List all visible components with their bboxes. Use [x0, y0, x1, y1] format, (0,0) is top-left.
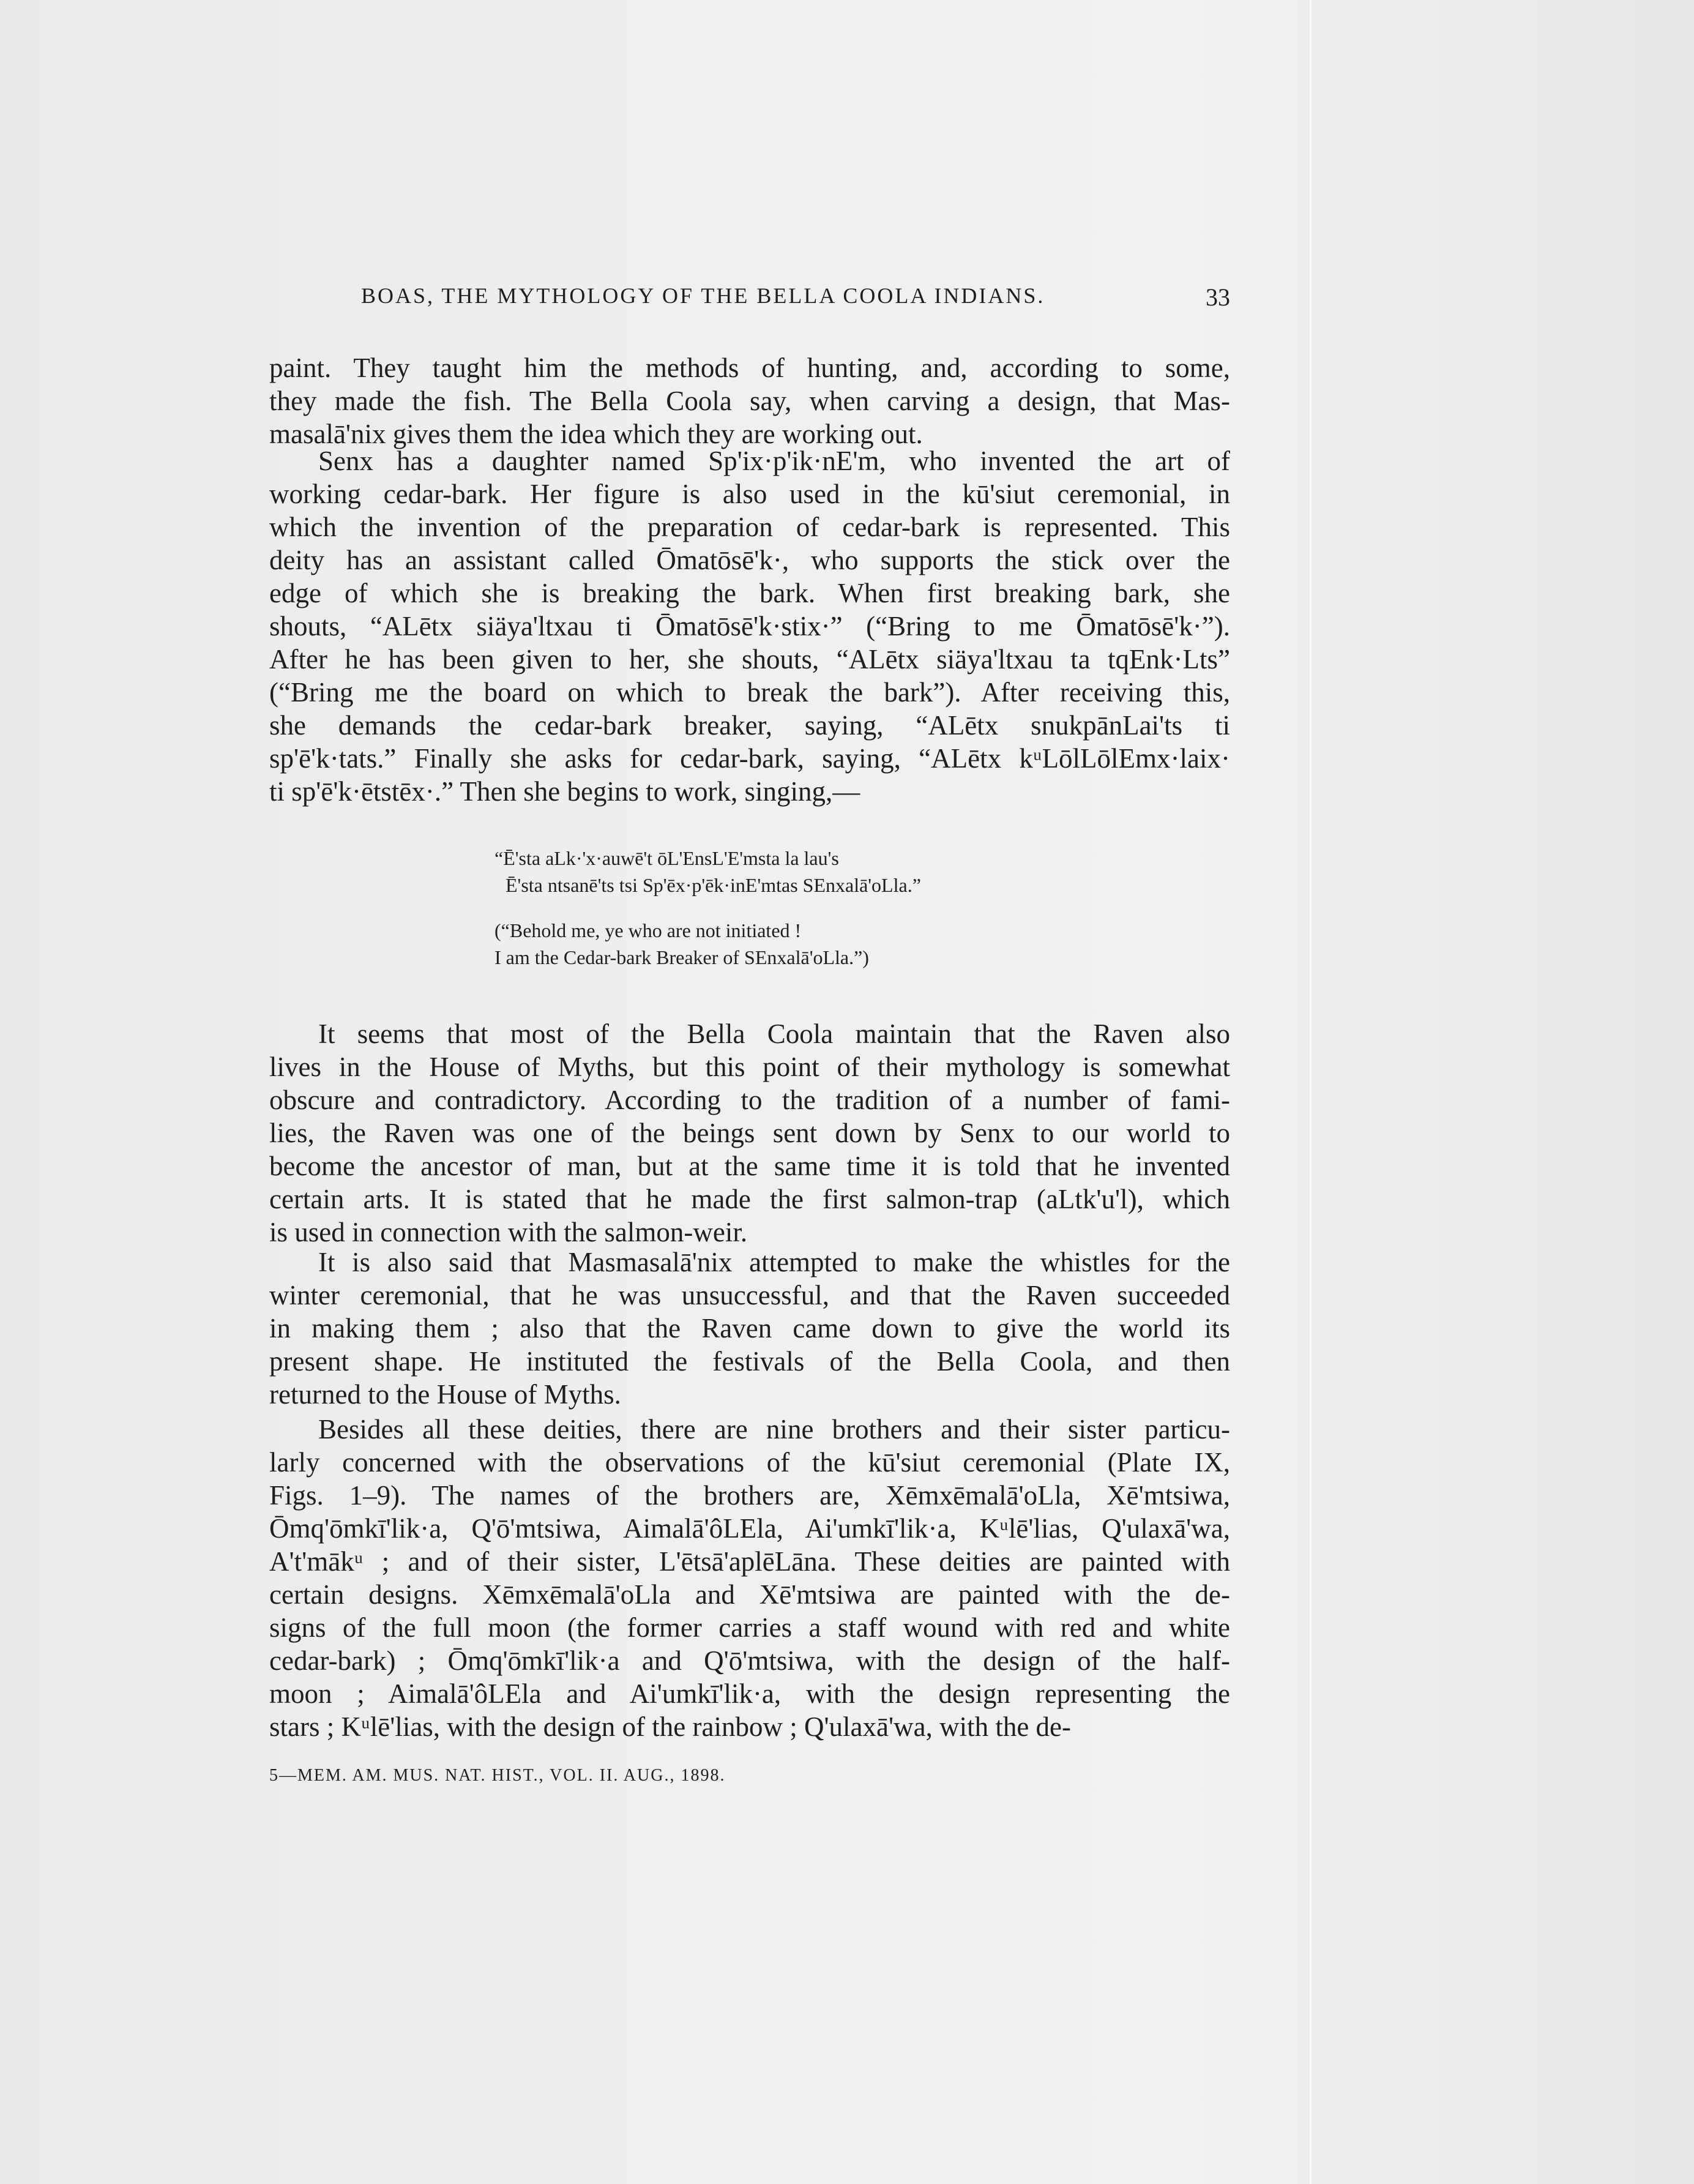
text-line: Besides all these deities, there are nine brothers and their sister particu-: [318, 1414, 1230, 1445]
song-line: “Ē'sta aLk·'x·auwē't ōL'EnsL'E'msta la lau's: [494, 847, 839, 869]
text-line: she demands the cedar-bark breaker, saying, “ALētx snukpānLai'ts ti: [269, 710, 1230, 741]
text-line: Figs. 1–9). The names of the brothers are, Xēmxēmalā'oLla, Xē'mtsiwa,: [269, 1480, 1230, 1511]
text-line: stars ; Kᵘlē'lias, with the design of the rainbow ; Q'ulaxā'wa, with the de-: [269, 1711, 1072, 1742]
text-line: masalā'nix gives them the idea which they are working out.: [269, 419, 923, 449]
text-line: which the invention of the preparation of cedar-bark is represented. This: [269, 512, 1230, 542]
text-line: lives in the House of Myths, but this point of their mythology is somewhat: [269, 1052, 1230, 1082]
text-line: is used in connection with the salmon-weir.: [269, 1217, 748, 1247]
text-line: they made the fish. The Bella Coola say, when carving a design, that Mas-: [269, 386, 1230, 416]
paper-crease: [1310, 0, 1312, 2184]
text-line: certain designs. Xēmxēmalā'oLla and Xē'mtsiwa are painted with the de-: [269, 1579, 1230, 1610]
translation-line: I am the Cedar-bark Breaker of SEnxalā'oLla.”): [494, 946, 869, 968]
translation-line: (“Behold me, ye who are not initiated !: [494, 919, 802, 941]
text-line: sp'ē'k·tats.” Finally she asks for cedar-bark, saying, “ALētx kᵘLōlLōlEmx·laix·: [269, 743, 1230, 774]
text-line: shouts, “ALētx siäya'ltxau ti Ōmatōsē'k·stix·” (“Bring to me Ōmatōsē'k·”).: [269, 611, 1230, 641]
song-native: [494, 845, 921, 899]
text-line: Senx has a daughter named Sp'ix·p'ik·nE'm, who invented the art of: [318, 446, 1230, 476]
text-line: Ōmq'ōmkī'lik·a, Q'ō'mtsiwa, Aimalā'ôLEla, Ai'umkī'lik·a, Kᵘlē'lias, Q'ulaxā'wa,: [269, 1513, 1230, 1544]
text-line: lies, the Raven was one of the beings sent down by Senx to our world to: [269, 1118, 1230, 1148]
text-line: cedar-bark) ; Ōmq'ōmkī'lik·a and Q'ō'mtsiwa, with the design of the half-: [269, 1645, 1230, 1676]
paragraph-2: [269, 444, 1230, 808]
text-line: larly concerned with the observations of the kū'siut ceremonial (Plate IX,: [269, 1447, 1230, 1478]
text-line: ti sp'ē'k·ētstēx·.” Then she begins to work, singing,—: [269, 776, 860, 807]
text-line: in making them ; also that the Raven came down to give the world its: [269, 1313, 1230, 1344]
song-translation: [494, 917, 869, 971]
paragraph-3: [269, 1017, 1230, 1249]
text-line: It seems that most of the Bella Coola maintain that the Raven also: [318, 1019, 1230, 1049]
text-line: winter ceremonial, that he was unsuccessful, and that the Raven succeeded: [269, 1280, 1230, 1311]
text-line: obscure and contradictory. According to the tradition of a number of fami-: [269, 1085, 1230, 1115]
running-head: BOAS, THE MYTHOLOGY OF THE BELLA COOLA INDIANS.: [361, 283, 1045, 308]
paragraph-4: [269, 1246, 1230, 1411]
text-line: working cedar-bark. Her figure is also used in the kū'siut ceremonial, in: [269, 479, 1230, 509]
text-line: certain arts. It is stated that he made the first salmon-trap (aLtk'u'l), which: [269, 1184, 1230, 1214]
text-line: paint. They taught him the methods of hunting, and, according to some,: [269, 353, 1230, 383]
paragraph-5: [269, 1413, 1230, 1743]
page-header: [269, 283, 1230, 313]
text-line: signs of the full moon (the former carries a staff wound with red and white: [269, 1612, 1230, 1643]
text-line: deity has an assistant called Ōmatōsē'k·, who supports the stick over the: [269, 545, 1230, 575]
text-line: (“Bring me the board on which to break the bark”). After receiving this,: [269, 677, 1230, 708]
text-line: A't'mākᵘ ; and of their sister, L'ētsā'aplēLāna. These deities are painted with: [269, 1546, 1230, 1577]
text-line: moon ; Aimalā'ôLEla and Ai'umkī'lik·a, with the design representing the: [269, 1678, 1230, 1709]
text-line: returned to the House of Myths.: [269, 1379, 621, 1410]
text-line: become the ancestor of man, but at the same time it is told that he invented: [269, 1151, 1230, 1181]
text-line: present shape. He instituted the festivals of the Bella Coola, and then: [269, 1346, 1230, 1377]
song-line: Ē'sta ntsanē'ts tsi Sp'ēx·p'ēk·inE'mtas SEnxalā'oLla.”: [506, 874, 921, 896]
paragraph-1: [269, 351, 1230, 451]
text-line: It is also said that Masmasalā'nix attempted to make the whistles for the: [318, 1247, 1230, 1277]
text-line: After he has been given to her, she shouts, “ALētx siäya'ltxau ta tqEnk·Lts”: [269, 644, 1230, 675]
footer-signature: 5—MEM. AM. MUS. NAT. HIST., VOL. II. AUG., 1898.: [269, 1766, 726, 1785]
page-number: 33: [1206, 283, 1230, 311]
text-line: edge of which she is breaking the bark. When first breaking bark, she: [269, 578, 1230, 608]
